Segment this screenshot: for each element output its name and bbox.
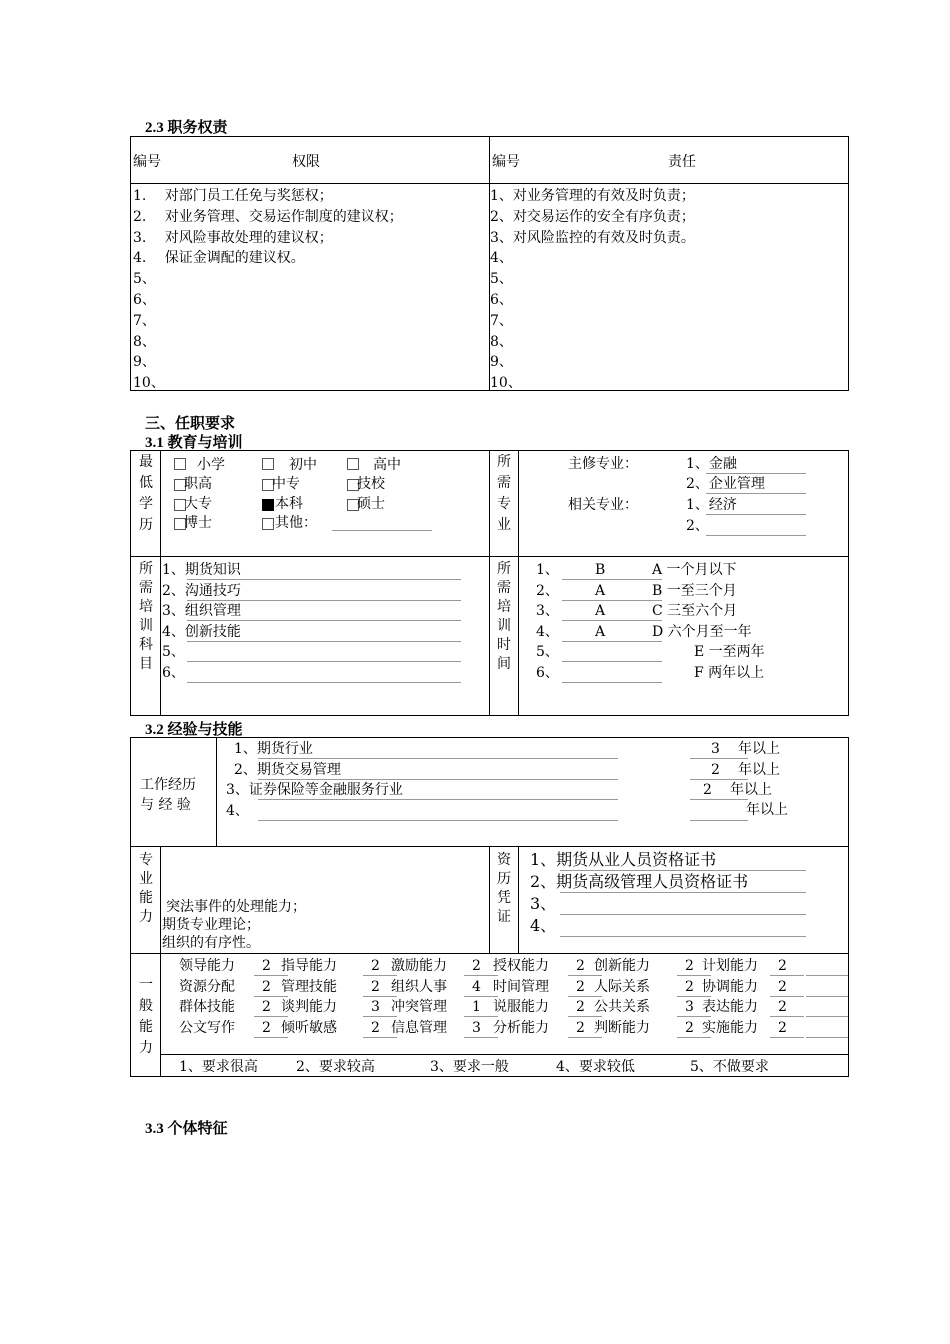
section-title-duties: 2.3 职务权责 <box>145 120 228 136</box>
ability-name: 判断能力 <box>594 1019 650 1036</box>
work-years-value: 2 <box>703 782 712 798</box>
work-experience-item: 2、期货交易管理 <box>234 761 341 778</box>
education-option-label: 初中 <box>289 457 317 473</box>
work-experience-item: 1、期货行业 <box>234 741 313 757</box>
training-subject: 3、组织管理 <box>162 603 241 620</box>
credential-item: 3、 <box>530 894 557 913</box>
general-ability-label-char: 能 <box>139 1019 153 1035</box>
training-time-option: C 三至六个月 <box>652 603 738 620</box>
training-time-option: A 一个月以下 <box>652 562 737 578</box>
rights-item: 8、 <box>133 333 156 350</box>
ability-level: 2 <box>576 1019 585 1036</box>
training-time-underline <box>562 661 662 662</box>
required-major-label-char: 专 <box>497 496 511 512</box>
training-time-label-char: 时 <box>497 637 511 653</box>
min-education-label-char: 低 <box>139 475 153 491</box>
training-subject-label-char: 目 <box>139 656 153 672</box>
education-option-label: 职高 <box>184 476 212 492</box>
rights-item: 7、 <box>133 312 156 329</box>
prof-row-divider <box>130 953 849 954</box>
duties-item: 9、 <box>490 354 513 371</box>
training-time-label-char: 培 <box>497 599 511 615</box>
training-time-underline <box>562 620 662 621</box>
duties-item: 2、对交易运作的安全有序负责； <box>490 208 695 225</box>
work-years-value: 3 <box>711 741 720 757</box>
training-subject-label-char: 训 <box>139 618 153 634</box>
education-option-label: 高中 <box>373 457 401 473</box>
ability-level: 2 <box>685 1019 694 1036</box>
ability-level: 3 <box>685 999 694 1015</box>
rights-item: 6、 <box>133 292 156 308</box>
ability-level: 2 <box>576 958 585 974</box>
duties-item: 8、 <box>490 333 513 350</box>
training-subject-underline <box>187 682 461 683</box>
education-option-label: 技校 <box>357 476 385 492</box>
ability-name: 人际关系 <box>594 978 650 995</box>
ability-name: 群体技能 <box>179 999 235 1015</box>
credential-underline <box>560 936 806 937</box>
professional-ability-label-char: 能 <box>139 890 153 906</box>
work-years-value: 2 <box>711 761 720 778</box>
professional-ability-label-char: 专 <box>139 852 153 868</box>
work-years-underline <box>690 820 748 821</box>
rights-item: 9、 <box>133 354 156 371</box>
ability-level: 2 <box>472 958 481 974</box>
prof-line-1: 突法事件的处理能力； <box>166 899 306 915</box>
training-time-underline <box>562 682 662 683</box>
general-ability-label-char: 力 <box>139 1040 153 1056</box>
ability-level: 2 <box>371 1019 380 1036</box>
training-time-option: E 一至两年 <box>694 644 765 661</box>
rights-item: 2. 对业务管理、交易运作制度的建议权； <box>133 208 403 225</box>
education-option-label: 本科 <box>275 496 303 512</box>
main-major-1: 1、金融 <box>686 456 737 472</box>
credential-underline <box>560 870 806 871</box>
education-option-label: 博士 <box>184 515 212 531</box>
ability-name: 倾听敏感 <box>281 1019 337 1036</box>
rights-item: 10、 <box>133 375 165 392</box>
main-major-2-underline <box>706 493 806 494</box>
training-time-underline <box>562 600 662 601</box>
ability-level-underline <box>770 996 804 997</box>
ability-level: 1 <box>472 999 481 1015</box>
duties-item: 6、 <box>490 292 513 308</box>
duties-item: 4、 <box>490 250 513 267</box>
related-major-1: 1、经济 <box>686 497 737 513</box>
work-years-suffix: 年以上 <box>738 761 780 778</box>
section-title-requirements: 三、任职要求 <box>145 416 236 432</box>
ability-row-end-underline <box>806 996 848 997</box>
credential-label-char: 证 <box>497 909 511 925</box>
ability-level-legend: 4、要求较低 <box>556 1059 635 1075</box>
rights-no-header: 编号 <box>133 154 161 170</box>
professional-ability-label-char: 力 <box>139 909 153 925</box>
training-time-number: 3、 <box>536 603 559 620</box>
work-experience-item: 3、证券保险等金融服务行业 <box>226 782 403 798</box>
rights-header: 权限 <box>292 154 320 170</box>
training-time-label-char: 训 <box>497 618 511 634</box>
professional-ability-label-char: 业 <box>139 871 153 887</box>
ability-name: 激励能力 <box>391 958 447 974</box>
ability-level: 2 <box>778 978 787 995</box>
min-education-label-char: 最 <box>139 454 153 470</box>
training-subject-label-char: 所 <box>139 561 153 577</box>
ability-name: 公文写作 <box>179 1019 235 1036</box>
edu-mid-divider <box>489 450 490 716</box>
ability-name: 创新能力 <box>594 958 650 974</box>
min-education-label-char: 学 <box>139 496 153 512</box>
credential-label-char: 资 <box>497 852 511 868</box>
general-ability-label-char: 般 <box>139 998 153 1014</box>
required-major-label-char: 业 <box>497 517 511 533</box>
training-time-value: A <box>595 623 606 640</box>
ability-name: 计划能力 <box>702 958 758 974</box>
work-years-suffix: 年以上 <box>730 782 772 798</box>
ability-level: 2 <box>778 958 787 974</box>
training-time-number: 2、 <box>536 582 559 599</box>
ability-level: 2 <box>262 1019 271 1036</box>
ability-name: 说服能力 <box>493 999 549 1015</box>
ability-name: 组织人事 <box>391 978 447 995</box>
cred-label-divider <box>518 846 519 953</box>
ability-level: 2 <box>371 958 380 974</box>
training-time-value: A <box>595 603 606 620</box>
ability-level-legend: 1、要求很高 <box>179 1059 258 1075</box>
training-time-number: 5、 <box>536 644 559 661</box>
training-subject-label-char: 需 <box>139 580 153 596</box>
training-subject-label-char: 科 <box>139 637 153 653</box>
prof-label-divider <box>160 846 161 1077</box>
required-major-label-char: 需 <box>497 475 511 491</box>
ability-level: 2 <box>685 978 694 995</box>
ability-name: 分析能力 <box>493 1019 549 1036</box>
ability-name: 指导能力 <box>281 958 337 974</box>
work-label-line2: 与 经 验 <box>140 797 191 813</box>
training-time-value: A <box>595 582 606 599</box>
ability-name: 实施能力 <box>702 1019 758 1036</box>
work-experience-item: 4、 <box>226 802 249 819</box>
education-checkbox[interactable] <box>262 518 274 530</box>
training-time-label-char: 间 <box>497 656 511 672</box>
general-legend-divider <box>160 1054 849 1055</box>
prof-mid-divider <box>489 846 490 953</box>
duties-item: 5、 <box>490 271 513 288</box>
ability-level: 2 <box>262 958 271 974</box>
section-title-personal-traits: 3.3 个体特征 <box>145 1121 228 1137</box>
education-checkbox[interactable] <box>262 458 274 470</box>
ability-name: 协调能力 <box>702 978 758 995</box>
ability-level-underline <box>770 975 804 976</box>
education-checkbox[interactable] <box>262 499 274 511</box>
related-major-label: 相关专业： <box>568 497 638 513</box>
ability-name: 信息管理 <box>391 1019 447 1036</box>
training-subject-label-char: 培 <box>139 599 153 615</box>
rights-item: 5、 <box>133 271 156 288</box>
education-option-label: 小学 <box>197 457 225 473</box>
training-subject-underline <box>187 661 461 662</box>
section-title-education: 3.1 教育与培训 <box>145 435 243 451</box>
ability-level: 2 <box>576 978 585 995</box>
credential-label-char: 凭 <box>497 890 511 906</box>
related-major-2-underline <box>706 535 806 536</box>
training-time-underline <box>562 579 662 580</box>
ability-level: 2 <box>576 999 585 1015</box>
training-time-value: B <box>595 562 606 578</box>
related-major-1-underline <box>706 514 806 515</box>
credential-item: 1、期货从业人员资格证书 <box>530 850 717 869</box>
training-time-option: D 六个月至一年 <box>652 623 752 640</box>
work-experience-underline <box>258 799 618 800</box>
ability-level: 3 <box>472 1019 481 1036</box>
rights-item: 1. 对部门员工任免与奖惩权； <box>133 188 333 204</box>
ability-row-end-underline <box>806 975 848 976</box>
training-subject: 4、创新技能 <box>162 623 241 640</box>
ability-level: 3 <box>371 999 380 1015</box>
ability-row-end-underline <box>806 1016 848 1017</box>
credential-underline <box>560 892 806 893</box>
ability-level: 4 <box>472 978 481 995</box>
training-time-number: 6、 <box>536 665 559 681</box>
credential-item: 2、期货高级管理人员资格证书 <box>530 872 749 891</box>
edu-other-underline <box>332 530 432 531</box>
ability-name: 授权能力 <box>493 958 549 974</box>
related-major-2: 2、 <box>686 518 709 534</box>
work-label-line1: 工作经历 <box>140 777 196 793</box>
work-years-suffix: 年以上 <box>738 741 780 757</box>
prof-line-2: 期货专业理论； <box>162 917 260 933</box>
work-experience-underline <box>258 820 618 821</box>
education-option-label: 中专 <box>272 476 300 492</box>
section-title-experience: 3.2 经验与技能 <box>145 722 243 738</box>
ability-level: 2 <box>371 978 380 995</box>
ability-row-end-underline <box>806 1037 848 1038</box>
duties-item: 10、 <box>490 375 522 392</box>
edu-label-divider <box>160 450 161 716</box>
ability-level: 2 <box>262 999 271 1015</box>
min-education-label-char: 历 <box>139 517 153 533</box>
training-subject: 6、 <box>162 665 185 681</box>
training-subject: 5、 <box>162 644 185 661</box>
ability-name: 资源分配 <box>179 978 235 995</box>
edu-right-label-divider <box>518 450 519 716</box>
ability-level: 2 <box>778 999 787 1015</box>
duties-header: 责任 <box>668 154 696 170</box>
duties-no-header: 编号 <box>492 154 520 170</box>
training-time-underline <box>562 641 662 642</box>
ability-level: 2 <box>685 958 694 974</box>
education-option-label: 其他： <box>275 515 317 531</box>
ability-level: 2 <box>262 978 271 995</box>
rights-item: 3. 对风险事故处理的建议权； <box>133 229 333 246</box>
credential-item: 4、 <box>530 916 557 935</box>
general-ability-label-char: 一 <box>139 977 153 993</box>
ability-name: 表达能力 <box>702 999 758 1015</box>
main-major-2: 2、企业管理 <box>686 476 765 492</box>
training-subject-underline <box>187 641 461 642</box>
ability-name: 公共关系 <box>594 999 650 1015</box>
training-time-label-char: 所 <box>497 561 511 577</box>
ability-name: 谈判能力 <box>281 999 337 1015</box>
duties-item: 3、对风险监控的有效及时负责。 <box>490 229 695 246</box>
ability-level-legend: 2、要求较高 <box>296 1059 375 1075</box>
education-option-label: 大专 <box>184 496 212 512</box>
duties-item: 1、对业务管理的有效及时负责； <box>490 188 695 204</box>
ability-level: 2 <box>778 1019 787 1036</box>
training-time-number: 4、 <box>536 623 559 640</box>
ability-level-underline <box>770 1037 804 1038</box>
training-time-option: F 两年以上 <box>694 665 765 681</box>
credential-label-char: 历 <box>497 871 511 887</box>
training-time-number: 1、 <box>536 562 559 578</box>
ability-level-legend: 3、要求一般 <box>430 1059 509 1075</box>
work-label-divider <box>216 737 217 846</box>
education-checkbox[interactable] <box>174 458 186 470</box>
education-option-label: 硕士 <box>357 496 385 512</box>
credential-underline <box>560 914 806 915</box>
duties-item: 7、 <box>490 312 513 329</box>
main-major-label: 主修专业： <box>568 456 638 472</box>
ability-name: 时间管理 <box>493 978 549 995</box>
ability-level-legend: 5、不做要求 <box>690 1059 769 1075</box>
rights-item: 4. 保证金调配的建议权。 <box>133 250 305 267</box>
required-major-label-char: 所 <box>497 454 511 470</box>
training-time-option: B 一至三个月 <box>652 582 737 599</box>
ability-name: 管理技能 <box>281 978 337 995</box>
training-subject: 1、期货知识 <box>162 562 241 578</box>
education-checkbox[interactable] <box>347 458 359 470</box>
training-subject: 2、沟通技巧 <box>162 582 241 599</box>
prof-line-3: 组织的有序性。 <box>162 935 260 951</box>
ability-name: 冲突管理 <box>391 999 447 1015</box>
work-years-suffix: 年以上 <box>746 801 788 818</box>
ability-level-underline <box>770 1016 804 1017</box>
training-time-label-char: 需 <box>497 580 511 596</box>
ability-name: 领导能力 <box>179 958 235 974</box>
